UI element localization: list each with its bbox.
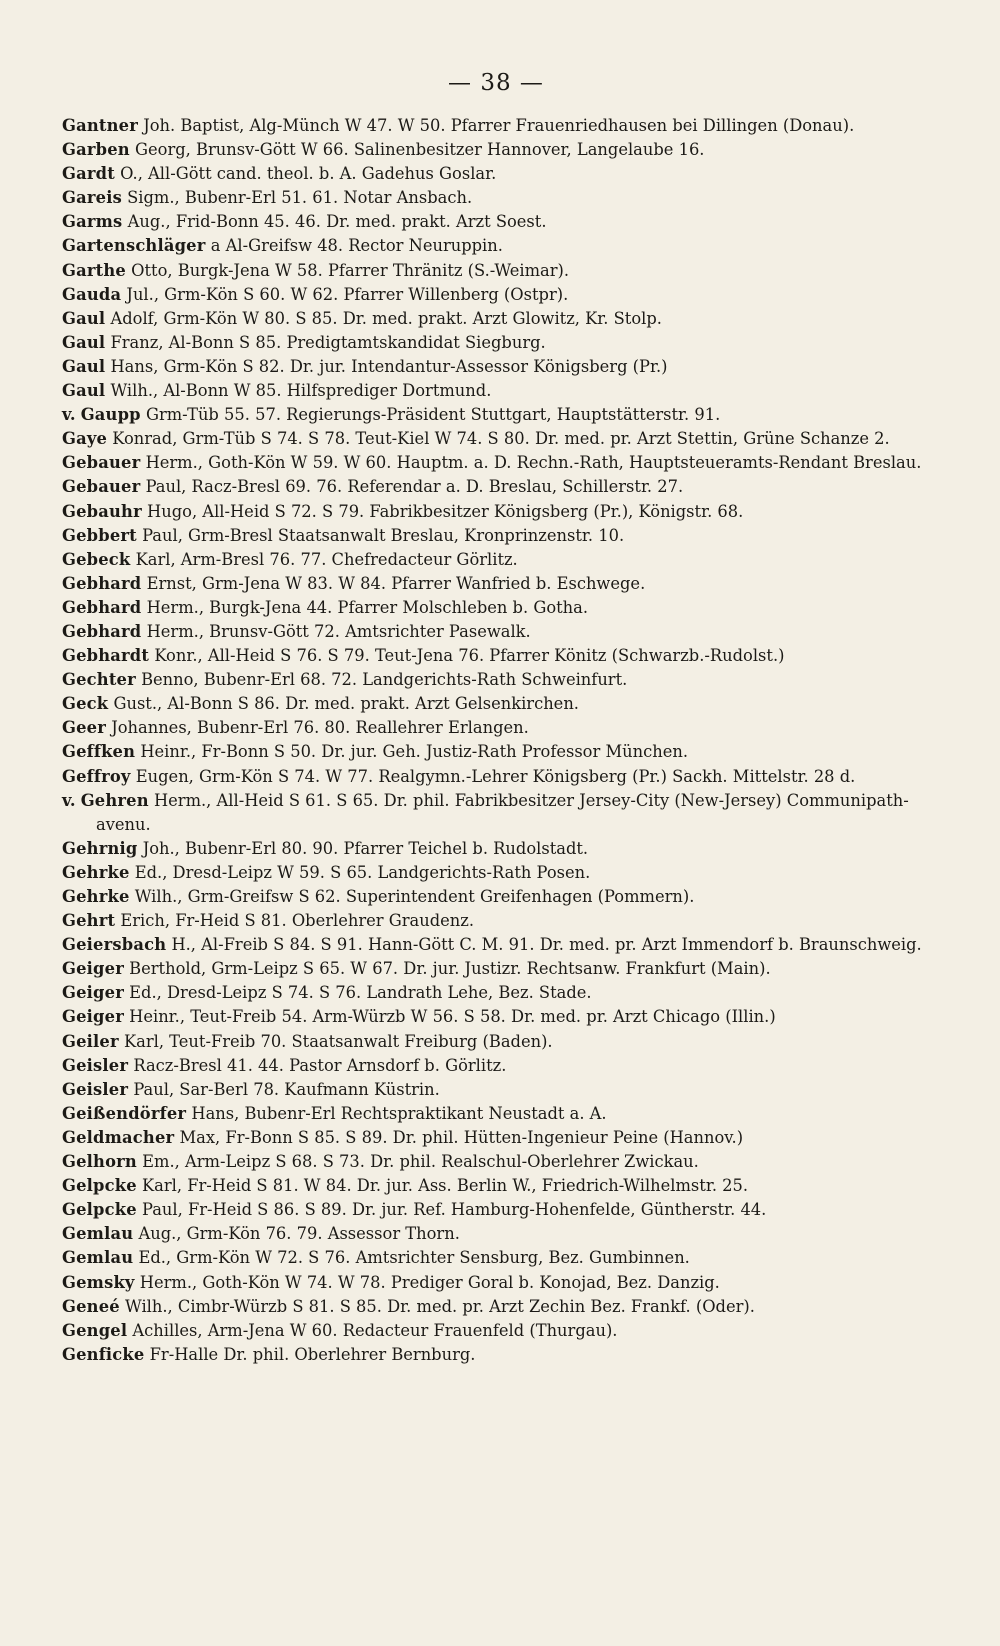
entry-surname: Gebauhr xyxy=(62,501,142,521)
entry-surname: Geer xyxy=(62,718,106,738)
directory-entry xyxy=(62,1102,930,1126)
directory-entry xyxy=(62,524,930,548)
entry-details: Konr., All-Heid S 76. S 79. Teut-Jena 76. Pfarrer Könitz (Schwarzb.-Rudolst.) xyxy=(154,646,785,666)
entry-details: Hugo, All-Heid S 72. S 79. Fabrikbesitzer Königsberg (Pr.), Königstr. 68. xyxy=(147,501,744,521)
entry-surname: Gantner xyxy=(62,116,138,135)
entry-surname: Gechter xyxy=(62,670,136,690)
entry-details: Hans, Grm-Kön S 82. Dr. jur. Intendantur-Assessor Königsberg (Pr.) xyxy=(110,356,668,376)
entry-details: Herm., Burgk-Jena 44. Pfarrer Molschleben b. Gotha. xyxy=(146,597,589,617)
directory-entry xyxy=(62,957,930,981)
entry-details: Georg, Brunsv-Gött W 66. Salinenbesitzer Hannover, Langelaube 16. xyxy=(135,140,705,160)
entry-details: Konrad, Grm-Tüb S 74. S 78. Teut-Kiel W 74. S 80. Dr. med. pr. Arzt Stettin, Grüne Schanze 2. xyxy=(112,429,890,449)
entry-details: Herm., All-Heid S 61. S 65. Dr. phil. Fabrikbesitzer Jersey-City (New-Jersey) Communipath-avenu. xyxy=(96,790,909,834)
directory-entry xyxy=(62,162,930,186)
directory-entry xyxy=(62,331,930,355)
directory-entry xyxy=(62,234,930,258)
entry-surname: Geiger xyxy=(62,1007,124,1027)
entry-details: Karl, Teut-Freib 70. Staatsanwalt Freiburg (Baden). xyxy=(123,1031,553,1051)
entry-details: a Al-Greifsw 48. Rector Neuruppin. xyxy=(210,236,503,256)
entry-surname: Gebauer xyxy=(62,477,141,497)
entry-details: Wilh., Al-Bonn W 85. Hilfsprediger Dortmund. xyxy=(110,381,492,401)
entry-details: Fr-Halle Dr. phil. Oberlehrer Bernburg. xyxy=(149,1344,476,1364)
directory-entry xyxy=(62,692,930,716)
entry-details: Benno, Bubenr-Erl 68. 72. Landgerichts-Rath Schweinfurt. xyxy=(141,670,628,690)
entry-details: Aug., Grm-Kön 76. 79. Assessor Thorn. xyxy=(138,1224,460,1244)
entry-surname: Gaul xyxy=(62,332,106,352)
entry-surname: Gehren xyxy=(80,790,149,810)
entry-surname: Geiger xyxy=(62,959,124,979)
entry-details: Sigm., Bubenr-Erl 51. 61. Notar Ansbach. xyxy=(127,188,473,208)
entry-surname: Gardt xyxy=(62,164,115,184)
entry-surname: Gaul xyxy=(62,308,106,328)
entry-surname: Gemsky xyxy=(62,1272,135,1292)
entry-surname: Gebhard xyxy=(62,621,142,641)
entry-surname: Garben xyxy=(62,140,130,160)
entry-details: Aug., Frid-Bonn 45. 46. Dr. med. prakt. Arzt Soest. xyxy=(127,212,547,232)
entry-surname: Geisler xyxy=(62,1079,129,1099)
entry-surname: Gehrnig xyxy=(62,838,138,858)
entry-surname: Gareis xyxy=(62,188,122,208)
entry-surname: Gelpcke xyxy=(62,1200,137,1220)
entry-surname: Geisler xyxy=(62,1055,129,1075)
entry-details: Adolf, Grm-Kön W 80. S 85. Dr. med. prakt. Arzt Glowitz, Kr. Stolp. xyxy=(110,308,662,328)
entry-surname: Gebeck xyxy=(62,549,131,569)
entry-details: Eugen, Grm-Kön S 74. W 77. Realgymn.-Lehrer Königsberg (Pr.) Sackh. Mittelstr. 28 d. xyxy=(135,766,856,786)
entry-surname: Geiersbach xyxy=(62,935,167,955)
directory-entry xyxy=(62,1174,930,1198)
entry-prefix: v. xyxy=(62,405,76,425)
directory-entry xyxy=(62,138,930,162)
directory-entries xyxy=(62,114,930,1367)
directory-entry xyxy=(62,1319,930,1343)
entry-details: Ed., Grm-Kön W 72. S 76. Amtsrichter Sensburg, Bez. Gumbinnen. xyxy=(138,1248,690,1268)
entry-surname: Garthe xyxy=(62,260,126,280)
entry-surname: Genficke xyxy=(62,1344,145,1364)
entry-surname: Gaul xyxy=(62,356,106,376)
directory-entry xyxy=(62,1078,930,1102)
entry-surname: Garms xyxy=(62,212,123,232)
directory-entry xyxy=(62,668,930,692)
entry-surname: Gebbert xyxy=(62,525,137,545)
directory-entry xyxy=(62,307,930,331)
entry-details: Achilles, Arm-Jena W 60. Redacteur Frauenfeld (Thurgau). xyxy=(132,1320,618,1340)
entry-surname: Geiger xyxy=(62,983,124,1003)
entry-surname: Gehrke xyxy=(62,887,130,906)
directory-entry xyxy=(62,765,930,789)
entry-surname: Gaul xyxy=(62,381,106,401)
entry-surname: Geiler xyxy=(62,1031,119,1051)
entry-surname: Gartenschläger xyxy=(62,236,206,256)
directory-entry xyxy=(62,1030,930,1054)
directory-entry xyxy=(62,210,930,234)
entry-details: Paul, Sar-Berl 78. Kaufmann Küstrin. xyxy=(133,1079,440,1099)
directory-entry xyxy=(62,1150,930,1174)
directory-entry xyxy=(62,885,930,909)
entry-details: Gust., Al-Bonn S 86. Dr. med. prakt. Arzt Gelsenkirchen. xyxy=(113,694,579,714)
entry-surname: Gebauer xyxy=(62,453,141,473)
entry-details: Joh. Baptist, Alg-Münch W 47. W 50. Pfarrer Frauenriedhausen bei Dillingen (Donau). xyxy=(143,116,855,135)
entry-details: Herm., Brunsv-Gött 72. Amtsrichter Pasewalk. xyxy=(146,621,531,641)
directory-entry xyxy=(62,1343,930,1367)
directory-entry xyxy=(62,475,930,499)
entry-details: Heinr., Teut-Freib 54. Arm-Würzb W 56. S 58. Dr. med. pr. Arzt Chicago (Illin.) xyxy=(129,1007,776,1027)
entry-surname: Gauda xyxy=(62,284,122,304)
entry-surname: Geneé xyxy=(62,1296,120,1316)
entry-details: Ed., Dresd-Leipz W 59. S 65. Landgerichts-Rath Posen. xyxy=(134,862,591,882)
entry-surname: Gemlau xyxy=(62,1248,134,1268)
entry-details: Max, Fr-Bonn S 85. S 89. Dr. phil. Hütten-Ingenieur Peine (Hannov.) xyxy=(179,1127,744,1147)
entry-surname: Gebhard xyxy=(62,597,142,617)
directory-entry xyxy=(62,1271,930,1295)
directory-entry xyxy=(62,572,930,596)
entry-surname: Gaupp xyxy=(80,405,141,425)
directory-entry xyxy=(62,837,930,861)
directory-entry xyxy=(62,427,930,451)
directory-entry xyxy=(62,259,930,283)
entry-details: Karl, Arm-Bresl 76. 77. Chefredacteur Görlitz. xyxy=(135,549,518,569)
entry-surname: Gelpcke xyxy=(62,1176,137,1196)
directory-entry xyxy=(62,114,930,138)
directory-entry xyxy=(62,716,930,740)
entry-details: Heinr., Fr-Bonn S 50. Dr. jur. Geh. Justiz-Rath Professor München. xyxy=(140,742,688,762)
directory-entry xyxy=(62,644,930,668)
entry-details: Otto, Burgk-Jena W 58. Pfarrer Thränitz (S.-Weimar). xyxy=(131,260,570,280)
directory-entry xyxy=(62,1005,930,1029)
entry-surname: Geck xyxy=(62,694,109,714)
entry-details: Ernst, Grm-Jena W 83. W 84. Pfarrer Wanfried b. Eschwege. xyxy=(146,573,646,593)
directory-entry xyxy=(62,596,930,620)
entry-surname: Gehrt xyxy=(62,911,116,931)
directory-entry xyxy=(62,1295,930,1319)
directory-entry xyxy=(62,379,930,403)
entry-surname: Gemlau xyxy=(62,1224,134,1244)
entry-details: Karl, Fr-Heid S 81. W 84. Dr. jur. Ass. Berlin W., Friedrich-Wilhelmstr. 25. xyxy=(141,1176,749,1196)
entry-details: Johannes, Bubenr-Erl 76. 80. Reallehrer Erlangen. xyxy=(111,718,529,738)
directory-entry xyxy=(62,861,930,885)
entry-details: Jul., Grm-Kön S 60. W 62. Pfarrer Willenberg (Ostpr). xyxy=(126,284,569,304)
entry-details: Paul, Fr-Heid S 86. S 89. Dr. jur. Ref. Hamburg-Hohenfelde, Güntherstr. 44. xyxy=(141,1200,767,1220)
entry-surname: Geldmacher xyxy=(62,1127,175,1147)
entry-details: Hans, Bubenr-Erl Rechtspraktikant Neustadt a. A. xyxy=(191,1103,607,1123)
entry-details: Wilh., Grm-Greifsw S 62. Superintendent Greifenhagen (Pommern). xyxy=(134,887,695,906)
directory-entry xyxy=(62,1198,930,1222)
entry-surname: Geffroy xyxy=(62,766,131,786)
directory-entry xyxy=(62,186,930,210)
directory-entry xyxy=(62,283,930,307)
entry-surname: Gelhorn xyxy=(62,1152,137,1172)
entry-details: H., Al-Freib S 84. S 91. Hann-Gött C. M. 91. Dr. med. pr. Arzt Immendorf b. Braunschweig. xyxy=(171,935,922,955)
entry-details: Franz, Al-Bonn S 85. Predigtamtskandidat Siegburg. xyxy=(110,332,546,352)
entry-details: O., All-Gött cand. theol. b. A. Gadehus Goslar. xyxy=(120,164,497,184)
entry-surname: Gebhard xyxy=(62,573,142,593)
directory-entry xyxy=(62,403,930,427)
entry-prefix: v. xyxy=(62,790,76,810)
entry-details: Herm., Goth-Kön W 59. W 60. Hauptm. a. D. Rechn.-Rath, Hauptsteueramts-Rendant Breslau. xyxy=(145,453,922,473)
entry-surname: Gaye xyxy=(62,429,108,449)
entry-surname: Gehrke xyxy=(62,862,130,882)
directory-entry xyxy=(62,909,930,933)
directory-entry xyxy=(62,933,930,957)
entry-surname: Gebhardt xyxy=(62,646,150,666)
entry-details: Paul, Grm-Bresl Staatsanwalt Breslau, Kronprinzenstr. 10. xyxy=(142,525,625,545)
entry-details: Berthold, Grm-Leipz S 65. W 67. Dr. jur. Justizr. Rechtsanw. Frankfurt (Main). xyxy=(129,959,771,979)
entry-details: Joh., Bubenr-Erl 80. 90. Pfarrer Teichel b. Rudolstadt. xyxy=(142,838,589,858)
directory-entry xyxy=(62,500,930,524)
directory-entry xyxy=(62,981,930,1005)
directory-entry xyxy=(62,740,930,764)
entry-details: Em., Arm-Leipz S 68. S 73. Dr. phil. Realschul-Oberlehrer Zwickau. xyxy=(142,1152,699,1172)
entry-details: Erich, Fr-Heid S 81. Oberlehrer Graudenz. xyxy=(120,911,475,931)
directory-entry xyxy=(62,1126,930,1150)
directory-entry xyxy=(62,1054,930,1078)
entry-details: Wilh., Cimbr-Würzb S 81. S 85. Dr. med. pr. Arzt Zechin Bez. Frankf. (Oder). xyxy=(125,1296,755,1316)
directory-entry xyxy=(62,1246,930,1270)
entry-surname: Geißendörfer xyxy=(62,1103,187,1123)
directory-entry xyxy=(62,548,930,572)
entry-surname: Gengel xyxy=(62,1320,128,1340)
directory-entry xyxy=(62,620,930,644)
entry-surname: Geffken xyxy=(62,742,136,762)
directory-entry xyxy=(62,451,930,475)
page-number: — 38 — xyxy=(448,70,544,96)
entry-details: Herm., Goth-Kön W 74. W 78. Prediger Goral b. Konojad, Bez. Danzig. xyxy=(139,1272,720,1292)
directory-entry xyxy=(62,355,930,379)
entry-details: Ed., Dresd-Leipz S 74. S 76. Landrath Lehe, Bez. Stade. xyxy=(129,983,592,1003)
directory-entry xyxy=(62,1222,930,1246)
directory-entry xyxy=(62,789,930,837)
entry-details: Paul, Racz-Bresl 69. 76. Referendar a. D. Breslau, Schillerstr. 27. xyxy=(145,477,684,497)
entry-details: Grm-Tüb 55. 57. Regierungs-Präsident Stuttgart, Hauptstätterstr. 91. xyxy=(145,405,721,425)
entry-details: Racz-Bresl 41. 44. Pastor Arnsdorf b. Görlitz. xyxy=(133,1055,507,1075)
